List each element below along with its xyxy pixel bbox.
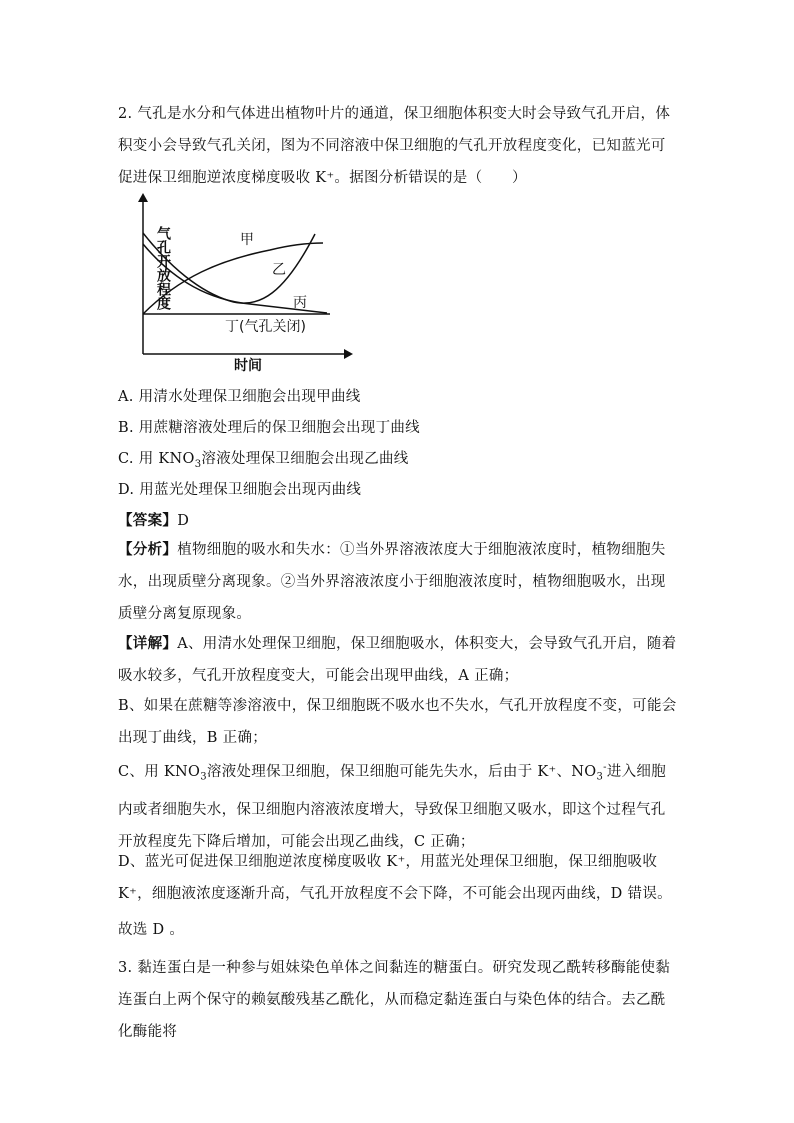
option-a: A. 用清水处理保卫细胞会出现甲曲线 bbox=[118, 389, 361, 405]
detail-a: 【详解】A、用清水处理保卫细胞，保卫细胞吸水，体积变大，会导致气孔开启，随着吸水较多，气孔开放程度变大，可能会出现甲曲线，A 正确； bbox=[118, 635, 677, 684]
analysis: 【分析】植物细胞的吸水和失水：①当外界溶液浓度大于细胞液浓度时，植物细胞失水，出现质壁分离现象。②当外界溶液浓度小于细胞液浓度时，植物细胞吸水，出现质壁分离复原现象。 bbox=[118, 541, 666, 622]
stomatal-opening-figure bbox=[87, 192, 370, 374]
detail-d: D、蓝光可促进保卫细胞逆浓度梯度吸收 K⁺，用蓝光处理保卫细胞，保卫细胞吸收 K⁺，细胞液浓度逐渐升高，气孔开放程度不会下降，不可能会出现丙曲线，D 错误。 bbox=[118, 854, 672, 902]
option-d: D. 用蓝光处理保卫细胞会出现丙曲线 bbox=[118, 482, 362, 498]
y-axis-arrow bbox=[138, 193, 148, 202]
x-axis-arrow bbox=[344, 349, 353, 359]
detail-b: B、如果在蔗糖等渗溶液中，保卫细胞既不吸水也不失水，气孔开放程度不变，可能会出现丁曲线，B 正确； bbox=[118, 698, 677, 746]
label-bing: 丙 bbox=[293, 295, 307, 311]
question-2-stem: 2. 气孔是水分和气体进出植物叶片的通道，保卫细胞体积变大时会导致气孔开启，体积变小会导致气孔关闭，图为不同溶液中保卫细胞的气孔开放程度变化，已知蓝光可促进保卫细胞逆浓度梯度吸收 K⁺。据图分析错误的是（ ） bbox=[118, 106, 671, 186]
label-jia: 甲 bbox=[240, 232, 254, 248]
option-b: B. 用蔗糖溶液处理后的保卫细胞会出现丁曲线 bbox=[118, 420, 420, 436]
label-ding: 丁(气孔关闭) bbox=[225, 319, 306, 335]
option-c: C. 用 $KNO_3$溶液处理保卫细胞会出现乙曲线 bbox=[118, 451, 409, 470]
detail-c: C、用 $KNO_3$溶液处理保卫细胞，保卫细胞可能先失水，后由于 K⁺、$NO_3^-$进入细胞内或者细胞失水，保卫细胞内溶液浓度增大，导致保卫细胞又吸水，即这个过程气孔开放程度先下降后增加，可能会出现乙曲线，C 正确； bbox=[118, 762, 667, 850]
x-axis-label: 时间 bbox=[234, 358, 262, 374]
question-3-stem: 3. 黏连蛋白是一种参与姐妹染色单体之间黏连的糖蛋白。研究发现乙酰转移酶能使黏连蛋白上两个保守的赖氨酸残基乙酰化，从而稳定黏连蛋白与染色体的结合。去乙酰化酶能将 bbox=[118, 960, 671, 1040]
answer: 【答案】D bbox=[118, 512, 190, 529]
y-axis-label: 气孔开放程度 bbox=[87, 226, 171, 242]
label-yi: 乙 bbox=[272, 262, 286, 278]
conclusion: 故选 D 。 bbox=[118, 922, 185, 938]
